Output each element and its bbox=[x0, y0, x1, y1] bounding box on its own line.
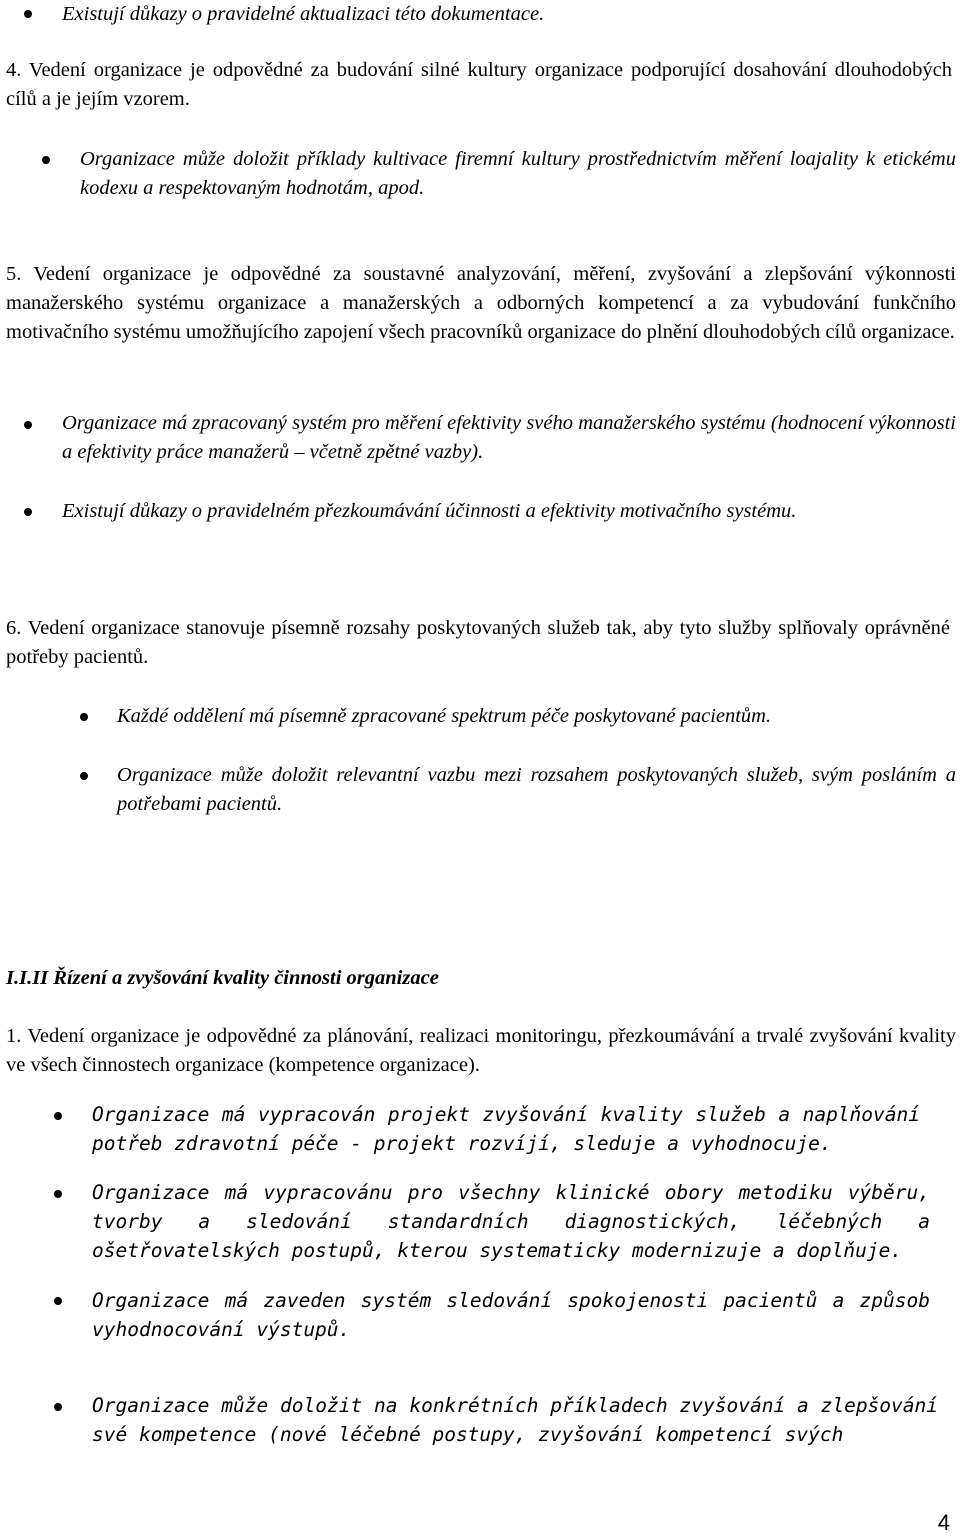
bullet-marker bbox=[24, 508, 32, 516]
bullet-marker bbox=[54, 1297, 62, 1305]
bullet-marker bbox=[24, 421, 32, 429]
paragraph-4: 4. Vedení organizace je odpovědné za budování silné kultury organizace podporující dosahování dlouhodobých cílů a je jejím vzorem. bbox=[6, 59, 952, 110]
list-item: Organizace má zaveden systém sledování spokojenosti pacientů a způsob vyhodnocování výstupů. bbox=[92, 1289, 930, 1341]
bullet-marker bbox=[54, 1190, 62, 1198]
bullet-marker bbox=[80, 713, 88, 721]
page-number: 4 bbox=[937, 1510, 950, 1535]
list-item: Organizace může doložit relevantní vazbu mezi rozsahem poskytovaných služeb, svým posláním a potřebami pacientů. bbox=[117, 764, 956, 815]
list-item: Organizace má zpracovaný systém pro měření efektivity svého manažerského systému (hodnocení výkonnosti a efektivity práce manažerů – včetně zpětné vazby). bbox=[62, 412, 956, 463]
paragraph-1: 1. Vedení organizace je odpovědné za plánování, realizaci monitoringu, přezkoumávání a trvalé zvyšování kvality ve všech činnostech organizace (kompetence organizace). bbox=[6, 1025, 956, 1076]
bullet-marker bbox=[54, 1403, 62, 1411]
list-item: Organizace může doložit příklady kultivace firemní kultury prostřednictvím měření loajality k etickému kodexu a respektovaným hodnotám, apod. bbox=[80, 148, 956, 199]
bullet-marker bbox=[80, 772, 88, 780]
paragraph-5: 5. Vedení organizace je odpovědné za soustavné analyzování, měření, zvyšování a zlepšování výkonnosti manažerského systému organizace a manažerských a odborných kompetencí a za vybudování funkčního motivačního systému umožňujícího zapojení všech pracovníků organizace do plnění dlouhodobých cílů organizace. bbox=[6, 263, 956, 343]
bullet-marker bbox=[42, 156, 50, 164]
list-item: Organizace má vypracován projekt zvyšování kvality služeb a naplňování potřeb zdravotní péče - projekt rozvíjí, sleduje a vyhodnocuje. bbox=[92, 1103, 920, 1155]
section-heading: I.I.II Řízení a zvyšování kvality činnosti organizace bbox=[6, 967, 439, 989]
paragraph-6: 6. Vedení organizace stanovuje písemně rozsahy poskytovaných služeb tak, aby tyto služby splňovaly oprávněné potřeby pacientů. bbox=[6, 617, 950, 668]
list-item: Existují důkazy o pravidelném přezkoumávání účinnosti a efektivity motivačního systému. bbox=[62, 500, 797, 522]
list-item: Existují důkazy o pravidelné aktualizaci této dokumentace. bbox=[62, 3, 545, 25]
bullet-marker bbox=[24, 10, 32, 18]
list-item: Organizace může doložit na konkrétních příkladech zvyšování a zlepšování své kompetence (nové léčebné postupy, zvyšování kompetencí svých bbox=[92, 1394, 938, 1446]
list-item: Každé oddělení má písemně zpracované spektrum péče poskytované pacientům. bbox=[117, 705, 772, 727]
bullet-marker bbox=[54, 1112, 62, 1120]
list-item: Organizace má vypracovánu pro všechny klinické obory metodiku výběru, tvorby a sledování standardních diagnostických, léčebných a ošetřovatelských postupů, kterou systematicky modernizuje a doplňuje. bbox=[92, 1181, 930, 1262]
